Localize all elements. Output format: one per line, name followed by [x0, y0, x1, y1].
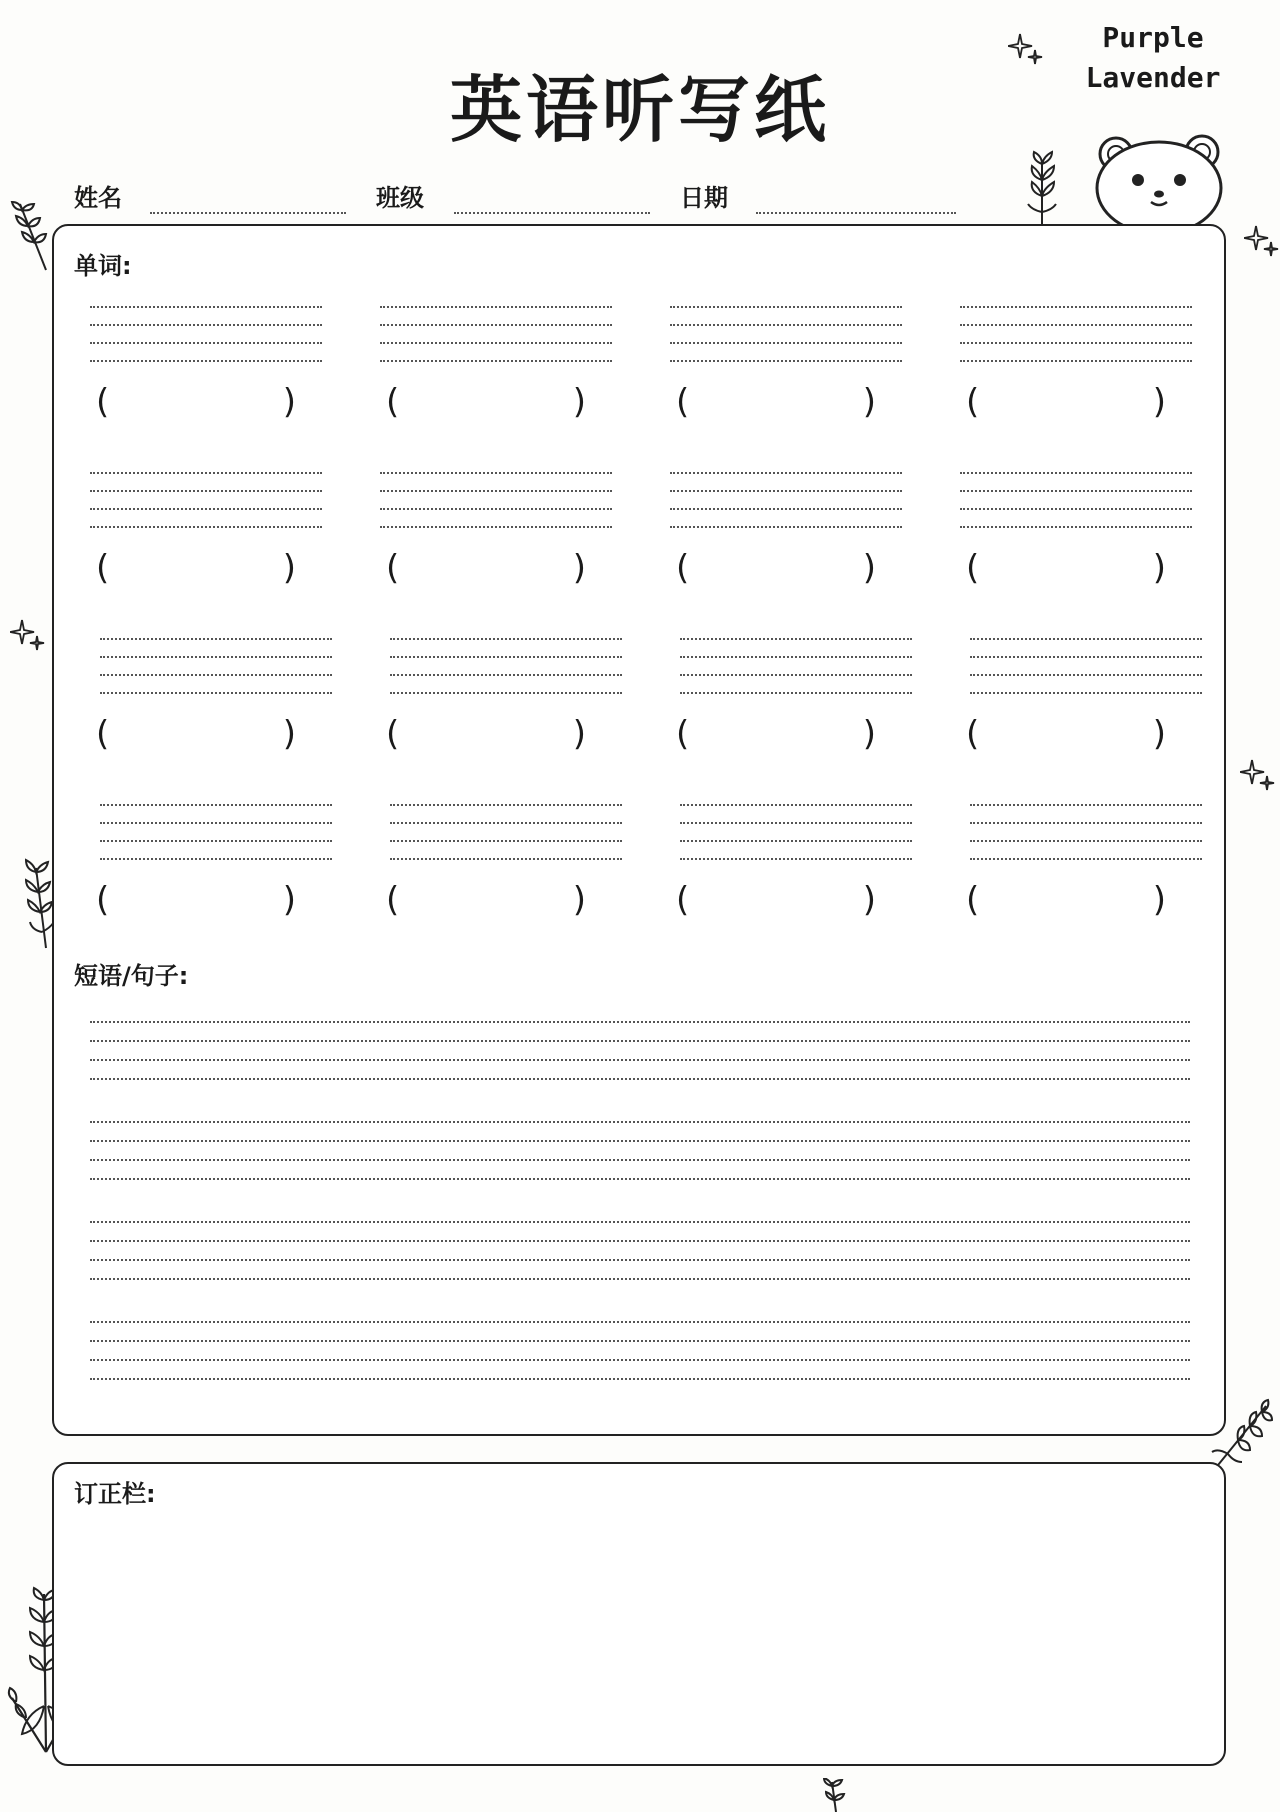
dotted-line — [380, 510, 612, 528]
dotted-line — [90, 1042, 1190, 1061]
corrections-section-label: 订正栏: — [74, 1480, 156, 1508]
meaning-parentheses[interactable] — [386, 548, 586, 588]
meaning-parentheses[interactable] — [966, 714, 1166, 754]
name-field[interactable] — [150, 212, 346, 214]
meaning-parentheses[interactable] — [96, 548, 296, 588]
word-writing-lines[interactable] — [960, 290, 1192, 362]
dotted-line — [960, 510, 1192, 528]
class-label: 班级 — [376, 184, 424, 212]
open-paren: ( — [966, 382, 980, 422]
word-writing-lines[interactable] — [670, 456, 902, 528]
dotted-line — [90, 474, 322, 492]
dotted-line — [90, 1304, 1190, 1323]
dotted-line — [90, 344, 322, 362]
dotted-line — [970, 622, 1202, 640]
close-paren: ) — [862, 382, 876, 422]
dotted-line — [380, 474, 612, 492]
dotted-line — [680, 658, 912, 676]
meaning-parentheses[interactable] — [676, 880, 876, 920]
dotted-line — [970, 640, 1202, 658]
word-writing-lines[interactable] — [680, 788, 912, 860]
dotted-line — [90, 1361, 1190, 1380]
dotted-line — [970, 842, 1202, 860]
dotted-line — [960, 456, 1192, 474]
dotted-line — [100, 676, 332, 694]
close-paren: ) — [862, 548, 876, 588]
dotted-line — [100, 824, 332, 842]
dotted-line — [670, 474, 902, 492]
dotted-line — [90, 1261, 1190, 1280]
word-writing-lines[interactable] — [960, 456, 1192, 528]
dotted-line — [90, 1123, 1190, 1142]
dotted-line — [90, 1204, 1190, 1223]
dotted-line — [90, 1004, 1190, 1023]
dotted-line — [380, 492, 612, 510]
date-field[interactable] — [756, 212, 956, 214]
close-paren: ) — [282, 880, 296, 920]
open-paren: ( — [966, 880, 980, 920]
dotted-line — [380, 308, 612, 326]
word-writing-lines[interactable] — [100, 788, 332, 860]
dotted-line — [90, 1342, 1190, 1361]
dotted-line — [970, 658, 1202, 676]
meaning-parentheses[interactable] — [676, 382, 876, 422]
dotted-line — [680, 824, 912, 842]
close-paren: ) — [862, 880, 876, 920]
dotted-line — [90, 1104, 1190, 1123]
open-paren: ( — [386, 382, 400, 422]
word-writing-lines[interactable] — [670, 290, 902, 362]
word-writing-lines[interactable] — [390, 622, 622, 694]
meaning-parentheses[interactable] — [676, 714, 876, 754]
dotted-line — [90, 326, 322, 344]
dotted-line — [970, 806, 1202, 824]
meaning-parentheses[interactable] — [386, 880, 586, 920]
dotted-line — [680, 622, 912, 640]
dotted-line — [90, 1142, 1190, 1161]
word-writing-lines[interactable] — [380, 290, 612, 362]
meaning-parentheses[interactable] — [386, 714, 586, 754]
sparkle-icon — [1244, 224, 1280, 258]
dotted-line — [390, 676, 622, 694]
word-writing-lines[interactable] — [970, 788, 1202, 860]
dotted-line — [90, 1161, 1190, 1180]
open-paren: ( — [676, 382, 690, 422]
word-writing-lines[interactable] — [380, 456, 612, 528]
close-paren: ) — [1152, 714, 1166, 754]
dotted-line — [90, 456, 322, 474]
open-paren: ( — [96, 548, 110, 588]
open-paren: ( — [966, 548, 980, 588]
dotted-line — [390, 824, 622, 842]
lavender-sprig-icon — [1018, 150, 1068, 226]
dotted-line — [90, 510, 322, 528]
meaning-parentheses[interactable] — [966, 548, 1166, 588]
dotted-line — [90, 308, 322, 326]
sparkle-icon — [1008, 32, 1044, 66]
dotted-line — [90, 1242, 1190, 1261]
dotted-line — [670, 510, 902, 528]
dotted-line — [670, 290, 902, 308]
dotted-line — [390, 788, 622, 806]
close-paren: ) — [572, 714, 586, 754]
dotted-line — [970, 824, 1202, 842]
correction-box — [52, 1462, 1226, 1766]
lavender-sprig-icon — [6, 196, 56, 272]
dotted-line — [100, 788, 332, 806]
meaning-parentheses[interactable] — [96, 714, 296, 754]
dotted-line — [90, 1323, 1190, 1342]
dotted-line — [960, 326, 1192, 344]
meaning-parentheses[interactable] — [966, 880, 1166, 920]
close-paren: ) — [572, 548, 586, 588]
open-paren: ( — [96, 880, 110, 920]
dotted-line — [390, 806, 622, 824]
dotted-line — [90, 1223, 1190, 1242]
dotted-line — [680, 640, 912, 658]
lavender-sprig-icon — [818, 1778, 852, 1812]
sparkle-icon — [10, 618, 46, 652]
dotted-line — [670, 308, 902, 326]
dotted-line — [100, 622, 332, 640]
dotted-line — [90, 1023, 1190, 1042]
name-label: 姓名 — [74, 184, 122, 212]
words-section-label: 单词: — [74, 252, 132, 280]
dotted-line — [670, 456, 902, 474]
word-writing-lines[interactable] — [970, 622, 1202, 694]
close-paren: ) — [862, 714, 876, 754]
phrases-section-label: 短语/句子: — [74, 962, 189, 990]
open-paren: ( — [386, 548, 400, 588]
open-paren: ( — [386, 714, 400, 754]
open-paren: ( — [676, 548, 690, 588]
dotted-line — [380, 456, 612, 474]
phrase-writing-lines[interactable] — [90, 1304, 1190, 1380]
phrase-writing-lines[interactable] — [90, 1204, 1190, 1280]
dotted-line — [960, 474, 1192, 492]
dotted-line — [90, 1061, 1190, 1080]
close-paren: ) — [1152, 382, 1166, 422]
phrase-writing-lines[interactable] — [90, 1004, 1190, 1080]
close-paren: ) — [282, 714, 296, 754]
dotted-line — [380, 326, 612, 344]
dotted-line — [390, 622, 622, 640]
dotted-line — [970, 676, 1202, 694]
dotted-line — [90, 492, 322, 510]
dotted-line — [390, 658, 622, 676]
close-paren: ) — [282, 548, 296, 588]
dotted-line — [100, 806, 332, 824]
open-paren: ( — [386, 880, 400, 920]
brand-text — [1068, 18, 1238, 98]
dotted-line — [670, 344, 902, 362]
meaning-parentheses[interactable] — [966, 382, 1166, 422]
dotted-line — [100, 842, 332, 860]
dotted-line — [390, 842, 622, 860]
dotted-line — [670, 492, 902, 510]
page-title: 英语听写纸 — [449, 68, 830, 152]
close-paren: ) — [572, 880, 586, 920]
dotted-line — [960, 308, 1192, 326]
brand-line-1: Purple — [1102, 21, 1204, 54]
dotted-line — [960, 492, 1192, 510]
close-paren: ) — [282, 382, 296, 422]
close-paren: ) — [1152, 548, 1166, 588]
meaning-parentheses[interactable] — [96, 880, 296, 920]
dotted-line — [390, 640, 622, 658]
dotted-line — [90, 290, 322, 308]
dotted-line — [960, 344, 1192, 362]
open-paren: ( — [96, 714, 110, 754]
open-paren: ( — [676, 714, 690, 754]
word-writing-lines[interactable] — [680, 622, 912, 694]
dotted-line — [380, 344, 612, 362]
meaning-parentheses[interactable] — [96, 382, 296, 422]
open-paren: ( — [96, 382, 110, 422]
phrase-writing-lines[interactable] — [90, 1104, 1190, 1180]
word-writing-lines[interactable] — [90, 456, 322, 528]
dotted-line — [960, 290, 1192, 308]
dotted-line — [970, 788, 1202, 806]
dotted-line — [680, 788, 912, 806]
dotted-line — [380, 290, 612, 308]
date-label: 日期 — [680, 184, 728, 212]
open-paren: ( — [966, 714, 980, 754]
open-paren: ( — [676, 880, 690, 920]
word-writing-lines[interactable] — [100, 622, 332, 694]
meaning-parentheses[interactable] — [676, 548, 876, 588]
close-paren: ) — [572, 382, 586, 422]
dotted-line — [680, 842, 912, 860]
brand-line-2: Lavender — [1085, 61, 1221, 94]
word-writing-lines[interactable] — [390, 788, 622, 860]
dotted-line — [670, 326, 902, 344]
sparkle-icon — [1240, 758, 1276, 792]
dotted-line — [100, 640, 332, 658]
word-writing-lines[interactable] — [90, 290, 322, 362]
meaning-parentheses[interactable] — [386, 382, 586, 422]
dotted-line — [680, 806, 912, 824]
dotted-line — [100, 658, 332, 676]
close-paren: ) — [1152, 880, 1166, 920]
class-field[interactable] — [454, 212, 650, 214]
dotted-line — [680, 676, 912, 694]
